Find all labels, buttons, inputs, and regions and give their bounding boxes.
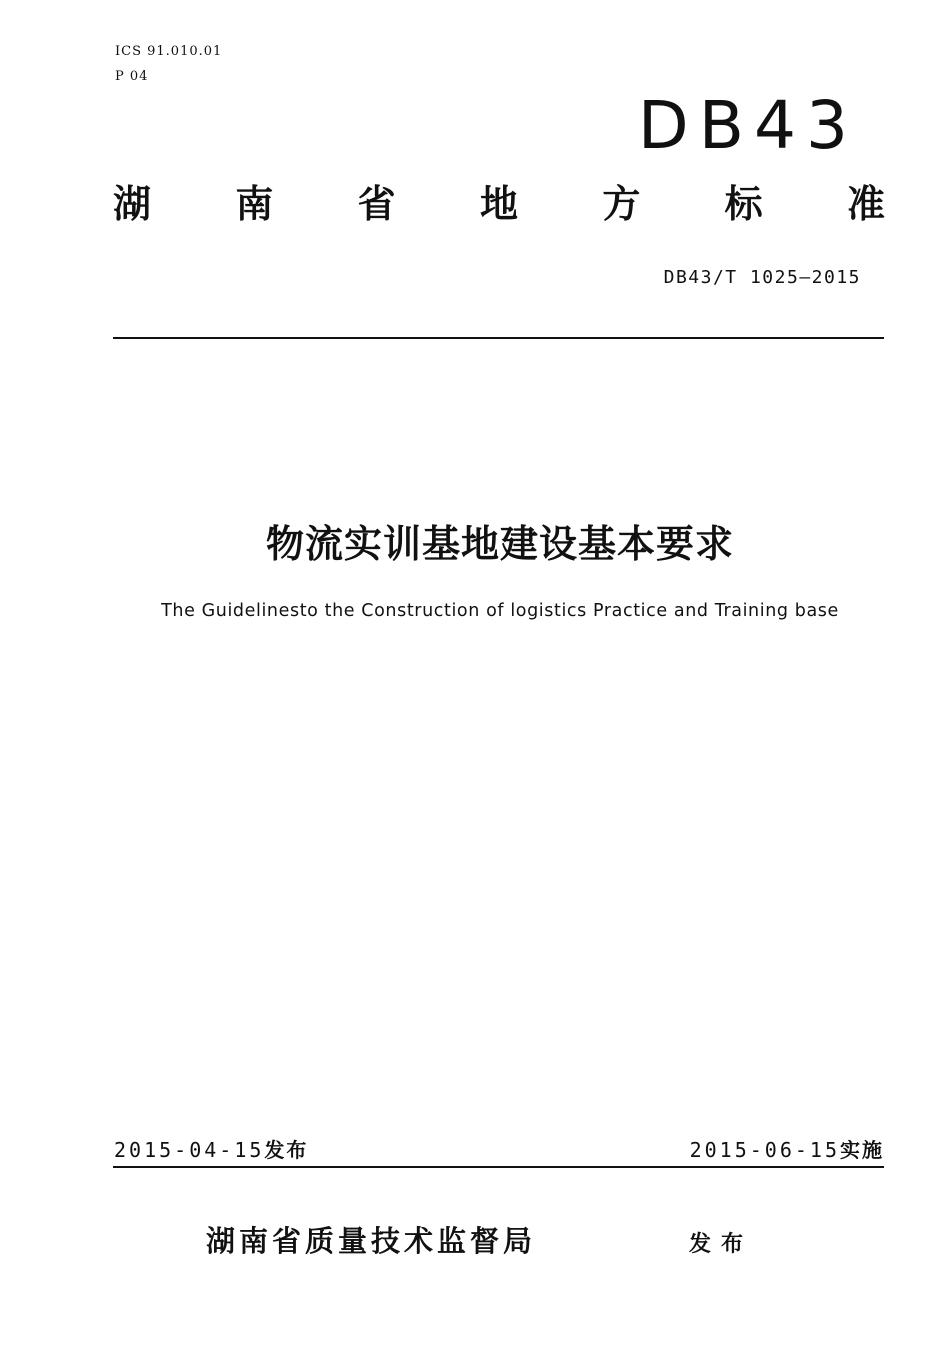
implementation-date-value: 2015-06-15 — [689, 1138, 840, 1162]
issue-date-label: 发布 — [264, 1138, 309, 1162]
issuing-action: 发布 — [689, 1232, 754, 1257]
implementation-date-label: 实施 — [840, 1138, 884, 1162]
top-divider — [113, 337, 884, 339]
standard-type-char: 地 — [479, 182, 518, 226]
issue-date-value: 2015-04-15 — [114, 1138, 265, 1162]
standard-type-char: 湖 — [113, 182, 152, 226]
bottom-divider — [113, 1166, 884, 1168]
standard-type-char: 南 — [235, 182, 274, 226]
standard-type-char: 方 — [602, 182, 641, 226]
standard-type-heading — [113, 178, 885, 230]
document-number: DB43/T 1025—2015 — [663, 267, 861, 288]
standard-type-char: 标 — [724, 182, 763, 226]
document-title-english: The Guidelinesto the Construction of logistics Practice and Training base — [161, 601, 839, 621]
issuing-authority: 湖南省质量技术监督局 — [206, 1224, 537, 1258]
standard-code: DB43 — [637, 87, 858, 164]
implementation-date — [690, 1134, 884, 1163]
document-title-chinese: 物流实训基地建设基本要求 — [265, 522, 734, 566]
standard-type-char: 准 — [846, 182, 885, 226]
ccs-code: P 04 — [115, 69, 149, 84]
ics-code: ICS 91.010.01 — [115, 44, 223, 59]
issue-date — [114, 1134, 308, 1163]
standard-type-char: 省 — [357, 182, 396, 226]
